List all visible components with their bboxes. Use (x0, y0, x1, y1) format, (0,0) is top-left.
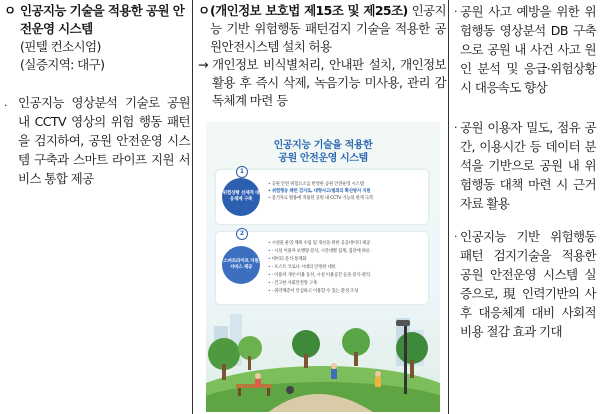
effect-item-1: 공원 사고 예방을 위한 위험행동 영상분석 DB 구축으로 공원 내 사건 사고 원인 분석 및 응급·위험상황 시 대응속도 향상 (460, 4, 596, 95)
cctv-pole (404, 322, 407, 394)
system-title: 인공지능 기술을 적용한 공원 안전운영 시스템 (20, 3, 185, 36)
tree-shape (396, 332, 428, 364)
feature-card-1 (216, 170, 428, 224)
column-divider-left (192, 0, 193, 414)
feature-item: • 위험행동 패턴 검지로, 대형사고/범죄의 확산방지 지원 (268, 188, 424, 195)
bullet-marker: ㅇ (4, 3, 16, 18)
effect-item-3: 인공지능 기반 위험행동 패턴 검지기술을 적용한 공원 안전운영 시스템 실증으로, 現 인력기반의 사후 대응체계 대비 사회적 비용 절감 효과 기대 (460, 229, 596, 339)
tree-shape (342, 328, 370, 356)
consortium-name: (핀텔 컨소시엄) (20, 39, 101, 54)
feature-card-2 (216, 232, 428, 304)
feature-item: • - 시설 이용자 보행량 분석, 시간대별 집계, 집단에 따른 (268, 248, 424, 256)
dot-marker: · (454, 121, 457, 134)
feature-item: • - 포스트 코로나 시대의 안정한 대비 (268, 264, 424, 272)
person-body (255, 379, 261, 387)
step-number: 1 (236, 166, 248, 178)
feature-item: • 공원 안전 위험요소를 반영한 공원 안전운영 시스템 (268, 181, 424, 188)
bench-leg (267, 388, 270, 396)
tree-trunk (410, 360, 414, 378)
tree-trunk (354, 352, 358, 366)
bench-seat (236, 384, 272, 388)
tree-shape (292, 330, 320, 358)
feature-item: • - 취약계층이 안심하고 이용할 수 있는 환경 조성 (268, 288, 424, 296)
infographic (206, 122, 440, 412)
step-number: 2 (236, 228, 248, 240)
cctv-camera (396, 320, 410, 326)
bullet-marker: ㅇ (198, 3, 210, 18)
infographic-title-line2: 공원 안전운영 시스템 (278, 153, 368, 164)
tree-trunk (248, 356, 251, 370)
regulation-text (210, 2, 446, 56)
person-head (255, 373, 261, 379)
dot-marker: · (4, 99, 7, 112)
person-body (375, 377, 381, 387)
dot-marker: · (454, 230, 457, 243)
feature-list (268, 181, 424, 202)
person-fallen (286, 386, 294, 394)
column-divider-right (448, 0, 449, 414)
effect-item-2: 공원 이용자 밀도, 점유 공간, 이용시간 등 데이터 분석을 기반으로 공원 내 위험행동 대책 마련 시 근거자료 활용 (460, 120, 596, 211)
law-reference: (개인정보 보호법 제15조 및 제25조) (210, 3, 408, 18)
feature-circle: 스마트라이프 지원 서비스 제공 (222, 246, 260, 284)
person-body (331, 369, 337, 379)
infographic-title-line1: 인공지능 기술을 적용한 (273, 140, 373, 151)
arrow-marker: → (198, 57, 208, 72)
feature-list (268, 240, 424, 296)
system-block (20, 2, 192, 74)
bench-leg (238, 388, 241, 396)
regulation-detail: 인공지능 기반 위험행동 패턴검지 기술을 적용한 공원안전시스템 설치 허용 (210, 3, 446, 54)
person-head (331, 363, 337, 369)
feature-item: • 시설물 운영 계획 수립 및 개선을 위한 공공데이터 제공 (268, 240, 424, 248)
feature-item: • - 이용자 개선·이용 동선, 시설 이용공간 등을 분석·관리 (268, 272, 424, 280)
condition-text: 개인정보 비식별처리, 안내판 설치, 개인정보 활용 후 즉시 삭제, 녹음기능 미사용, 관리 감독체계 마련 등 (212, 57, 446, 108)
tree-trunk (222, 364, 226, 380)
dot-marker: · (454, 5, 457, 18)
person-head (375, 371, 381, 377)
test-region: (실증지역: 대구) (20, 57, 105, 72)
park-illustration (206, 304, 440, 412)
feature-item: • 데이터 분석·통계화 (268, 256, 424, 264)
feature-item: • 증거자료 활용에 적용된 공원 내 CCTV 기능의 한계 극복 (268, 195, 424, 202)
tree-trunk (304, 354, 308, 368)
feature-item: • - 건고한 사회안전망 구축 (268, 280, 424, 288)
feature-circle: 위험상황 선제적 대응체계 구축 (222, 178, 260, 216)
system-description: 인공지능 영상분석 기술로 공원 내 CCTV 영상의 위험 행동 패턴을 검지하여, 공원 안전운영 시스템 구축과 스마트 라이프 지원 서비스 통합 제공 (18, 95, 190, 186)
